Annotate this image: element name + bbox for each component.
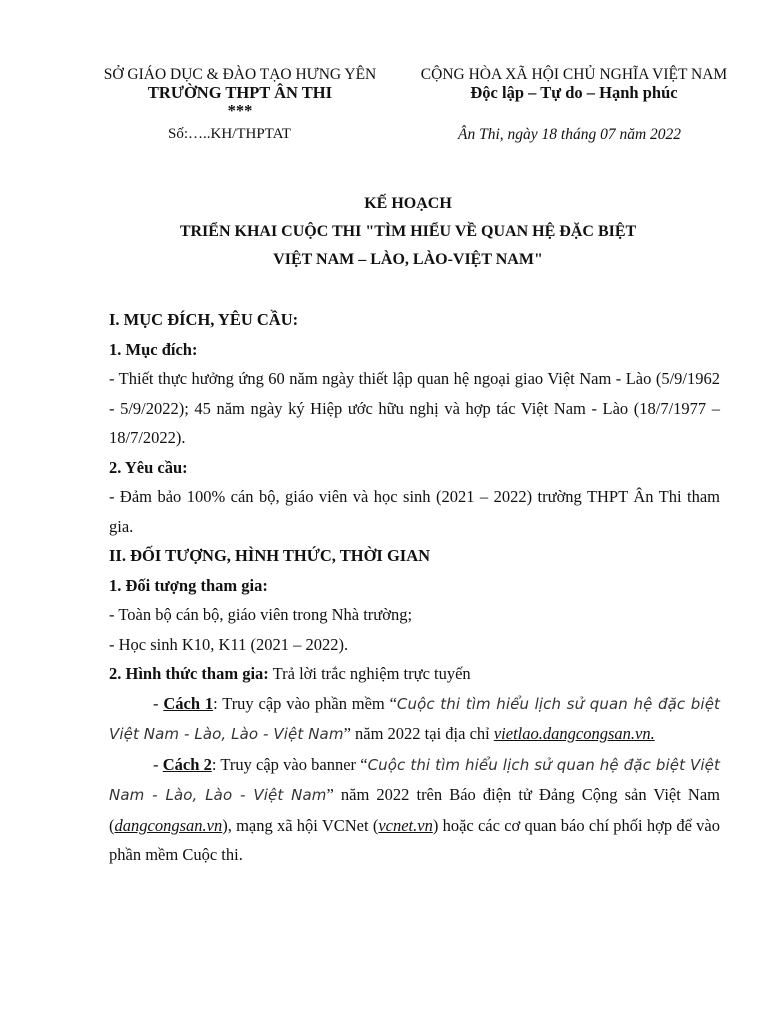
participation-form — [109, 659, 720, 689]
way-1-label: Cách 1 — [163, 693, 214, 713]
way-2-text-b: ” năm 2022 trên Báo điện tử Đảng Cộng sản Việt Nam ( — [109, 785, 720, 835]
republic-name: CỘNG HÒA XÃ HỘI CHỦ NGHĨA VIỆT NAM — [420, 66, 728, 83]
place-date: Ân Thi, ngày 18 tháng 07 năm 2022 — [458, 126, 682, 143]
way-1-text-a: : Truy cập vào phần mềm “ — [213, 693, 397, 713]
section-2-2-heading: 2. Hình thức tham gia: — [109, 664, 269, 683]
title-line-2: TRIỂN KHAI CUỘC THI "TÌM HIỂU VỀ QUAN HỆ ĐẶC BIỆT — [179, 223, 637, 240]
way-2-paragraph — [109, 750, 720, 870]
school-name: TRƯỜNG THPT ÂN THI — [147, 83, 333, 102]
header-left — [80, 66, 400, 120]
header-right — [396, 66, 752, 102]
way-2-label: Cách 2 — [162, 754, 212, 774]
participant-item-students: - Học sinh K10, K11 (2021 – 2022). — [109, 634, 349, 654]
participant-item-staff: - Toàn bộ cán bộ, giáo viên trong Nhà trường; — [109, 605, 413, 624]
section-2-1-heading: 1. Đối tượng tham gia: — [109, 575, 268, 595]
section-1-heading: I. MỤC ĐÍCH, YÊU CẦU: — [109, 310, 299, 329]
section-1-2-heading: 2. Yêu cầu: — [109, 457, 188, 477]
requirement-paragraph: - Đảm bảo 100% cán bộ, giáo viên và học sinh (2021 – 2022) trường THPT Ân Thi tham gia. — [109, 487, 720, 536]
way-2-text-d: ) hoặc các cơ quan báo chí phối hợp để vào phần mềm Cuộc thi. — [109, 815, 720, 864]
way-2-text-c: ), mạng xã hội VCNet ( — [222, 815, 379, 835]
way-1-url-link[interactable]: vietlao.dangcongsan.vn. — [493, 724, 655, 743]
way-1-prefix: - — [153, 693, 164, 713]
way-2-prefix: - — [153, 754, 163, 774]
section-2-heading: II. ĐỐI TƯỢNG, HÌNH THỨC, THỜI GIAN — [109, 546, 431, 565]
national-motto: Độc lập – Tự do – Hạnh phúc — [470, 83, 678, 102]
way-1-paragraph — [109, 689, 720, 750]
way-1-contest-name: Cuộc thi tìm hiểu lịch sử quan hệ đặc biệt Việt Nam - Lào, Lào - Việt Nam — [109, 694, 721, 743]
section-1-1-heading: 1. Mục đích: — [109, 339, 198, 359]
document-body — [109, 305, 720, 870]
department-name: SỞ GIÁO DỤC & ĐÀO TẠO HƯNG YÊN — [103, 66, 377, 83]
document-title — [80, 190, 736, 274]
dangcongsan-link[interactable]: dangcongsan.vn — [114, 815, 223, 835]
stars-separator: *** — [227, 101, 253, 120]
participation-form-text: Trả lời trắc nghiệm trực tuyến — [268, 664, 471, 683]
title-line-1: KẾ HOẠCH — [364, 195, 452, 212]
vcnet-link[interactable]: vcnet.vn — [378, 815, 433, 835]
way-2-contest-name: Cuộc thi tìm hiểu lịch sử quan hệ đặc biệt Việt Nam - Lào, Lào - Việt Nam — [109, 755, 720, 804]
purpose-paragraph: - Thiết thực hưởng ứng 60 năm ngày thiết lập quan hệ ngoại giao Việt Nam - Lào (5/9/1962 - 5/9/2022); 45 năm ngày ký Hiệp ước hữu nghị và hợp tác Việt Nam - Lào (18/7/1977 – 18/7/2022). — [109, 369, 720, 447]
way-2-text-a: : Truy cập vào banner “ — [211, 754, 368, 774]
title-line-3: VIỆT NAM – LÀO, LÀO-VIỆT NAM" — [273, 251, 543, 268]
way-1-text-b: ” năm 2022 tại địa chỉ — [343, 724, 494, 743]
document-number: Số:…..KH/THPTAT — [168, 126, 291, 142]
